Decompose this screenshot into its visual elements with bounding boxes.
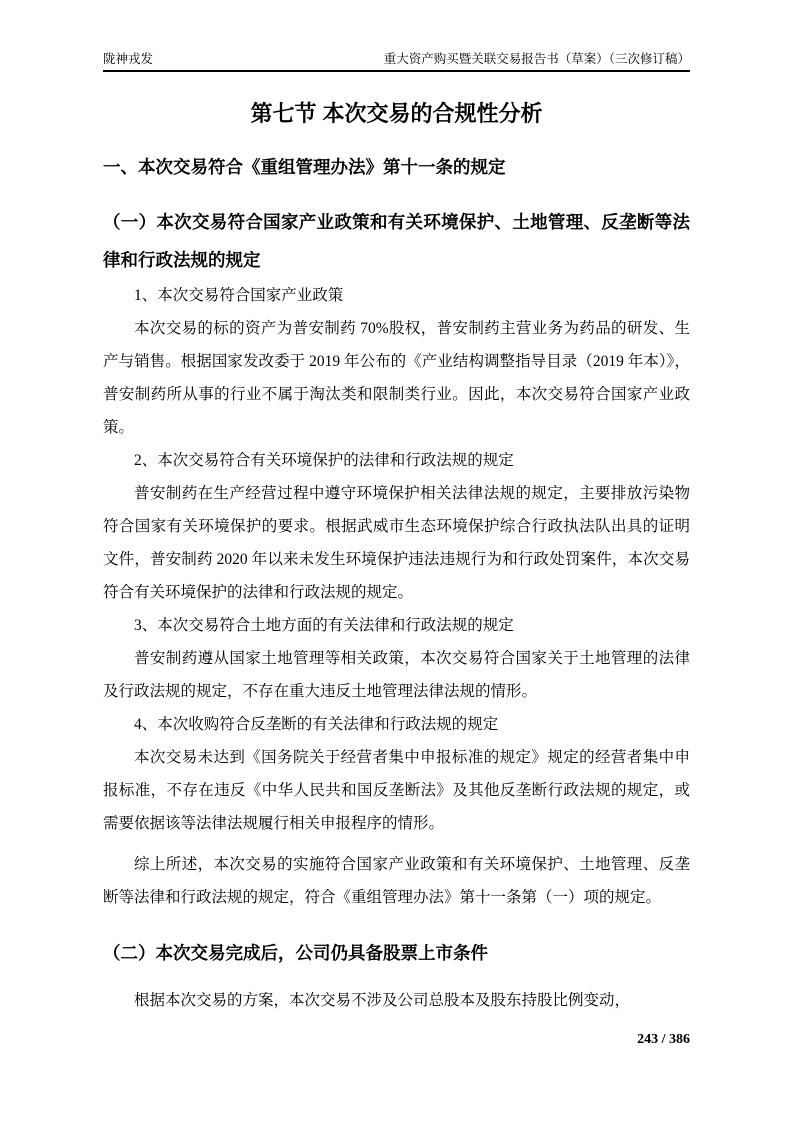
item-heading-2: 2、本次交易符合有关环境保护的法律和行政法规的规定	[134, 452, 514, 470]
body-paragraph: 普安制药在生产经营过程中遵守环境保护相关法律法规的规定，主要排放污染物符合国家有关环境保护的要求。根据武威市生态环境保护综合行政执法队出具的证明文件，普安制药 2020 年以来未发生环境保护违法违规行为和行政处罚案件，本次交易符合有关环境保护的法律和行政法规的规定。	[103, 485, 690, 602]
body-paragraph: 本次交易未达到《国务院关于经营者集中申报标准的规定》规定的经营者集中申报标准，不存在违反《中华人民共和国反垄断法》及其他反垄断行政法规的规定，或需要依据该等法律法规履行相关申报程序的情形。	[103, 749, 690, 833]
subsection-heading-1: （一）本次交易符合国家产业政策和有关环境保护、土地管理、反垄断等法律和行政法规的规定	[103, 212, 690, 271]
header-company-name: 陇神戎发	[103, 52, 154, 66]
body-paragraph: 普安制药遵从国家土地管理等相关政策，本次交易符合国家关于土地管理的法律及行政法规的规定，不存在重大违反土地管理法律法规的情形。	[103, 650, 690, 701]
body-paragraph: 根据本次交易的方案，本次交易不涉及公司总股本及股东持股比例变动，	[134, 992, 631, 1010]
page-content	[103, 99, 690, 1017]
summary-paragraph: 综上所述，本次交易的实施符合国家产业政策和有关环境保护、土地管理、反垄断等法律和行政法规的规定，符合《重组管理办法》第十一条第（一）项的规定。	[103, 856, 690, 907]
chapter-title: 第七节 本次交易的合规性分析	[250, 101, 543, 126]
header-report-title: 重大资产购买暨关联交易报告书（草案）（三次修订稿）	[383, 52, 690, 66]
page-number: 243 / 386	[637, 1032, 690, 1047]
subsection-heading-2: （二）本次交易完成后，公司仍具备股票上市条件	[103, 943, 488, 964]
item-heading-4: 4、本次收购符合反垄断的有关法律和行政法规的规定	[134, 716, 499, 734]
item-heading-1: 1、本次交易符合国家产业政策	[134, 287, 344, 305]
body-paragraph: 本次交易的标的资产为普安制药 70%股权，普安制药主营业务为药品的研发、生产与销售。根据国家发改委于 2019 年公布的《产业结构调整指导目录（2019 年本）》，普安制药所从事的行业不属于淘汰类和限制类行业。因此，本次交易符合国家产业政策。	[103, 320, 690, 437]
running-header	[103, 0, 690, 72]
item-heading-3: 3、本次交易符合土地方面的有关法律和行政法规的规定	[134, 617, 514, 635]
section-heading-1: 一、本次交易符合《重组管理办法》第十一条的规定	[103, 156, 506, 177]
